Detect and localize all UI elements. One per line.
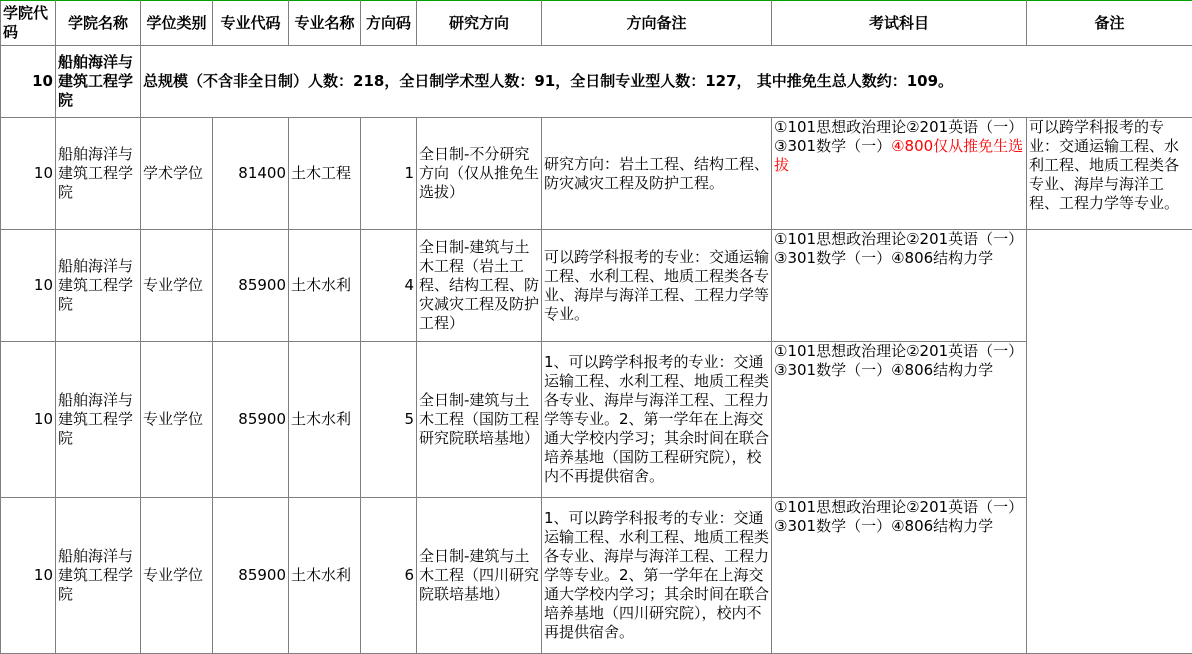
header-major-code[interactable]: 专业代码 [213,1,289,46]
header-row [1,1,1192,46]
cell-school-code[interactable]: 10 [1,230,56,342]
cell-major-code[interactable]: 81400 [213,118,289,230]
header-school-name[interactable]: 学院名称 [56,1,141,46]
cell-school-name[interactable]: 船舶海洋与建筑工程学院 [56,342,141,498]
summary-row [1,46,1192,118]
cell-research-direction[interactable]: 全日制-建筑与土木工程（四川研究院联培基地） [417,498,542,654]
cell-degree-type[interactable]: 学术学位 [141,118,213,230]
cell-direction-note[interactable]: 1、可以跨学科报考的专业：交通运输工程、水利工程、地质工程类各专业、海岸与海洋工程、工程力学等专业。2、第一学年在上海交通大学校内学习；其余时间在联合培养基地（四川研究院），校内不再提供宿舍。 [542,498,772,654]
cell-exam-subjects[interactable]: ①101思想政治理论②201英语（一）③301数学（一）④806结构力学 [772,342,1027,498]
cell-direction-note[interactable]: 1、可以跨学科报考的专业：交通运输工程、水利工程、地质工程类各专业、海岸与海洋工程、工程力学等专业。2、第一学年在上海交通大学校内学习；其余时间在联合培养基地（国防工程研究院），校内不再提供宿舍。 [542,342,772,498]
cell-direction-code[interactable]: 6 [361,498,417,654]
header-direction-code[interactable]: 方向码 [361,1,417,46]
cell-direction-code[interactable]: 1 [361,118,417,230]
cell-degree-type[interactable]: 专业学位 [141,342,213,498]
cell-direction-code[interactable]: 5 [361,342,417,498]
cell-major-code[interactable]: 85900 [213,342,289,498]
table-row [1,342,1192,498]
header-remark[interactable]: 备注 [1027,1,1192,46]
cell-major-name[interactable]: 土木工程 [289,118,361,230]
table-row [1,118,1192,230]
cell-major-code[interactable]: 85900 [213,230,289,342]
header-research-direction[interactable]: 研究方向 [417,1,542,46]
cell-major-name[interactable]: 土木水利 [289,230,361,342]
summary-school-name[interactable]: 船舶海洋与建筑工程学院 [56,46,141,118]
cell-degree-type[interactable]: 专业学位 [141,498,213,654]
cell-school-name[interactable]: 船舶海洋与建筑工程学院 [56,230,141,342]
table-row [1,230,1192,342]
cell-school-name[interactable]: 船舶海洋与建筑工程学院 [56,498,141,654]
cell-remark-empty[interactable] [1027,230,1192,654]
cell-school-code[interactable]: 10 [1,342,56,498]
cell-direction-code[interactable]: 4 [361,230,417,342]
summary-text[interactable]: 总规模（不含非全日制）人数：218，全日制学术型人数：91，全日制专业型人数：127， 其中推免生总人数约：109。 [141,46,1192,118]
cell-exam-subjects[interactable] [772,118,1027,230]
cell-exam-subjects[interactable]: ①101思想政治理论②201英语（一）③301数学（一）④806结构力学 [772,498,1027,654]
cell-exam-subjects[interactable]: ①101思想政治理论②201英语（一）③301数学（一）④806结构力学 [772,230,1027,342]
cell-research-direction[interactable]: 全日制-建筑与土木工程（岩土工程、结构工程、防灾减灾工程及防护工程） [417,230,542,342]
exam-text: ①101思想政治理论②201英语（一）③301数学（一） [774,118,1023,155]
cell-research-direction[interactable]: 全日制-建筑与土木工程（国防工程研究院联培基地） [417,342,542,498]
cell-major-name[interactable]: 土木水利 [289,342,361,498]
cell-major-code[interactable]: 85900 [213,498,289,654]
summary-school-code[interactable]: 10 [1,46,56,118]
header-school-code[interactable]: 学院代码 [1,1,56,46]
header-degree-type[interactable]: 学位类别 [141,1,213,46]
cell-direction-note[interactable]: 可以跨学科报考的专业：交通运输工程、水利工程、地质工程类各专业、海岸与海洋工程、工程力学等专业。 [542,230,772,342]
cell-direction-note[interactable]: 研究方向：岩土工程、结构工程、防灾减灾工程及防护工程。 [542,118,772,230]
cell-school-name[interactable]: 船舶海洋与建筑工程学院 [56,118,141,230]
cell-degree-type[interactable]: 专业学位 [141,230,213,342]
exam-highlight: ④800仅从推免生选拔 [774,137,1023,174]
header-direction-note[interactable]: 方向备注 [542,1,772,46]
table-row [1,498,1192,654]
cell-school-code[interactable]: 10 [1,118,56,230]
header-major-name[interactable]: 专业名称 [289,1,361,46]
cell-research-direction[interactable]: 全日制-不分研究方向（仅从推免生选拔） [417,118,542,230]
cell-remark[interactable]: 可以跨学科报考的专业：交通运输工程、水利工程、地质工程类各专业、海岸与海洋工程、工程力学等专业。 [1027,118,1192,230]
cell-school-code[interactable]: 10 [1,498,56,654]
header-exam-subjects[interactable]: 考试科目 [772,1,1027,46]
cell-major-name[interactable]: 土木水利 [289,498,361,654]
